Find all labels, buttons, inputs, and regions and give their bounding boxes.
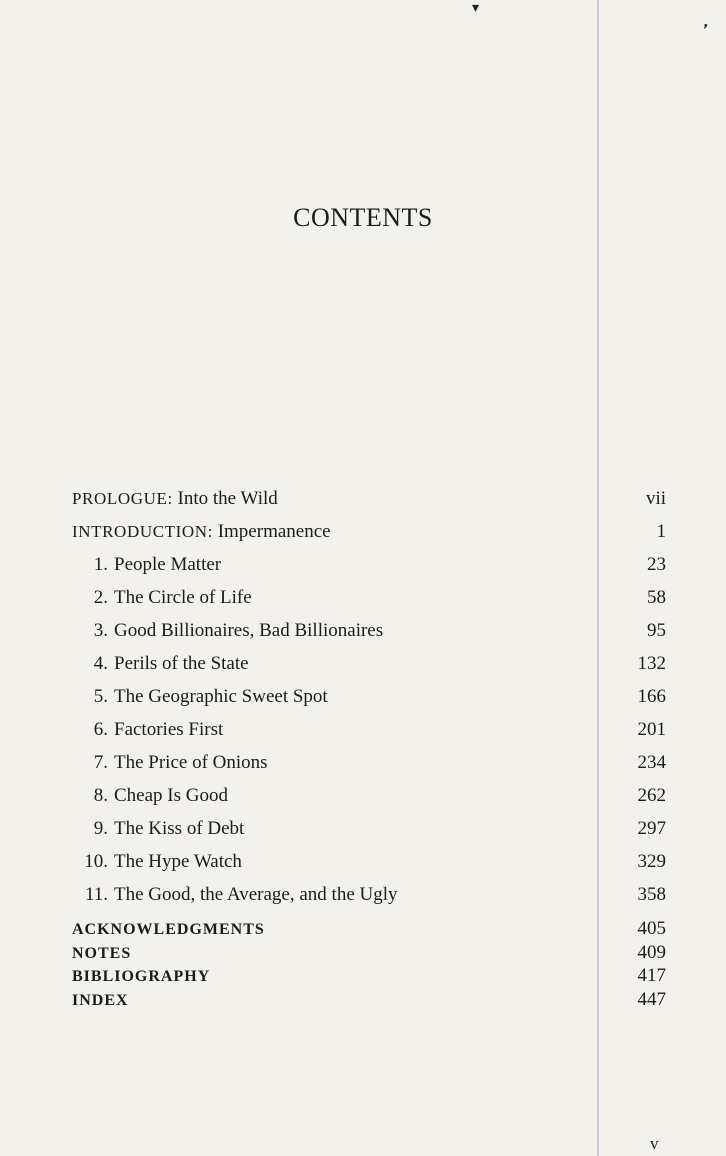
entry-title: BIBLIOGRAPHY [72, 968, 211, 985]
entry-page: 447 [637, 988, 666, 1010]
chapter-number: 2. [93, 587, 108, 608]
chapter-title: Good Billionaires, Bad Billionaires [114, 620, 384, 641]
toc-entry-introduction[interactable] [72, 515, 666, 548]
chapter-number: 5. [93, 686, 108, 707]
entry-page: 409 [637, 941, 666, 963]
entry-page: 201 [637, 719, 666, 740]
entry-prefix: INTRODUCTION: [72, 522, 213, 541]
page-folio: v [650, 1134, 659, 1153]
entry-page: 405 [637, 918, 666, 939]
chapter-title: Factories First [114, 719, 224, 740]
entry-title: Into the Wild [172, 488, 278, 509]
entry-title: ACKNOWLEDGMENTS [72, 921, 265, 938]
toc-entry-chapter[interactable] [72, 614, 666, 647]
toc-entry-chapter[interactable] [72, 779, 666, 812]
entry-title: INDEX [72, 991, 129, 1009]
chapter-number: 3. [93, 620, 108, 641]
entry-page: 1 [656, 521, 666, 542]
chapter-title: The Kiss of Debt [114, 818, 245, 839]
chapter-number: 4. [93, 653, 108, 674]
entry-prefix: PROLOGUE: [72, 489, 173, 508]
chapter-title: The Circle of Life [114, 587, 252, 608]
chapter-title: Perils of the State [114, 653, 249, 674]
table-of-contents [72, 482, 666, 1011]
toc-entry-chapter[interactable] [72, 713, 666, 746]
chapter-title: The Good, the Average, and the Ugly [114, 884, 398, 905]
entry-title: Impermanence [212, 521, 331, 542]
toc-entry-bibliography[interactable] [72, 964, 666, 988]
chapter-title: The Price of Onions [114, 752, 268, 773]
chapter-number: 7. [93, 752, 108, 773]
toc-entry-prologue[interactable] [72, 482, 666, 515]
toc-entry-chapter[interactable] [72, 548, 666, 581]
toc-entry-chapter[interactable] [72, 878, 666, 911]
entry-page: 166 [637, 686, 666, 707]
entry-title: NOTES [72, 944, 132, 962]
chapter-title: The Hype Watch [114, 851, 242, 872]
toc-entry-acknowledgments[interactable] [72, 917, 666, 941]
toc-entry-chapter[interactable] [72, 680, 666, 713]
toc-entry-chapter[interactable] [72, 746, 666, 779]
chapter-number: 1. [93, 554, 108, 575]
entry-page: 329 [637, 851, 666, 872]
entry-page: 262 [637, 785, 666, 806]
toc-entry-index[interactable] [72, 988, 666, 1012]
contents-title: CONTENTS [293, 203, 433, 232]
toc-entry-chapter[interactable] [72, 845, 666, 878]
entry-page: 23 [647, 554, 666, 575]
entry-page: 417 [637, 965, 666, 986]
entry-page: 297 [637, 818, 666, 839]
chapter-title: Cheap Is Good [114, 785, 228, 806]
entry-page: 358 [637, 884, 666, 905]
chapter-title: The Geographic Sweet Spot [114, 686, 328, 707]
pencil-mark: ❜ [699, 21, 710, 39]
toc-entry-notes[interactable] [72, 941, 666, 965]
chapter-title: People Matter [114, 554, 222, 575]
chapter-number: 11. [84, 884, 108, 905]
chapter-number: 9. [93, 818, 108, 839]
entry-page: 132 [637, 653, 666, 674]
entry-page: 58 [647, 587, 666, 608]
entry-page: 234 [637, 752, 666, 773]
chapter-number: 6. [93, 719, 108, 740]
chapter-number: 10. [84, 851, 108, 872]
toc-entry-chapter[interactable] [72, 647, 666, 680]
toc-entry-chapter[interactable] [72, 812, 666, 845]
ink-speck: ▾ [472, 0, 480, 16]
entry-page: vii [645, 488, 666, 509]
chapter-number: 8. [93, 785, 108, 806]
entry-page: 95 [647, 620, 666, 641]
toc-entry-chapter[interactable] [72, 581, 666, 614]
